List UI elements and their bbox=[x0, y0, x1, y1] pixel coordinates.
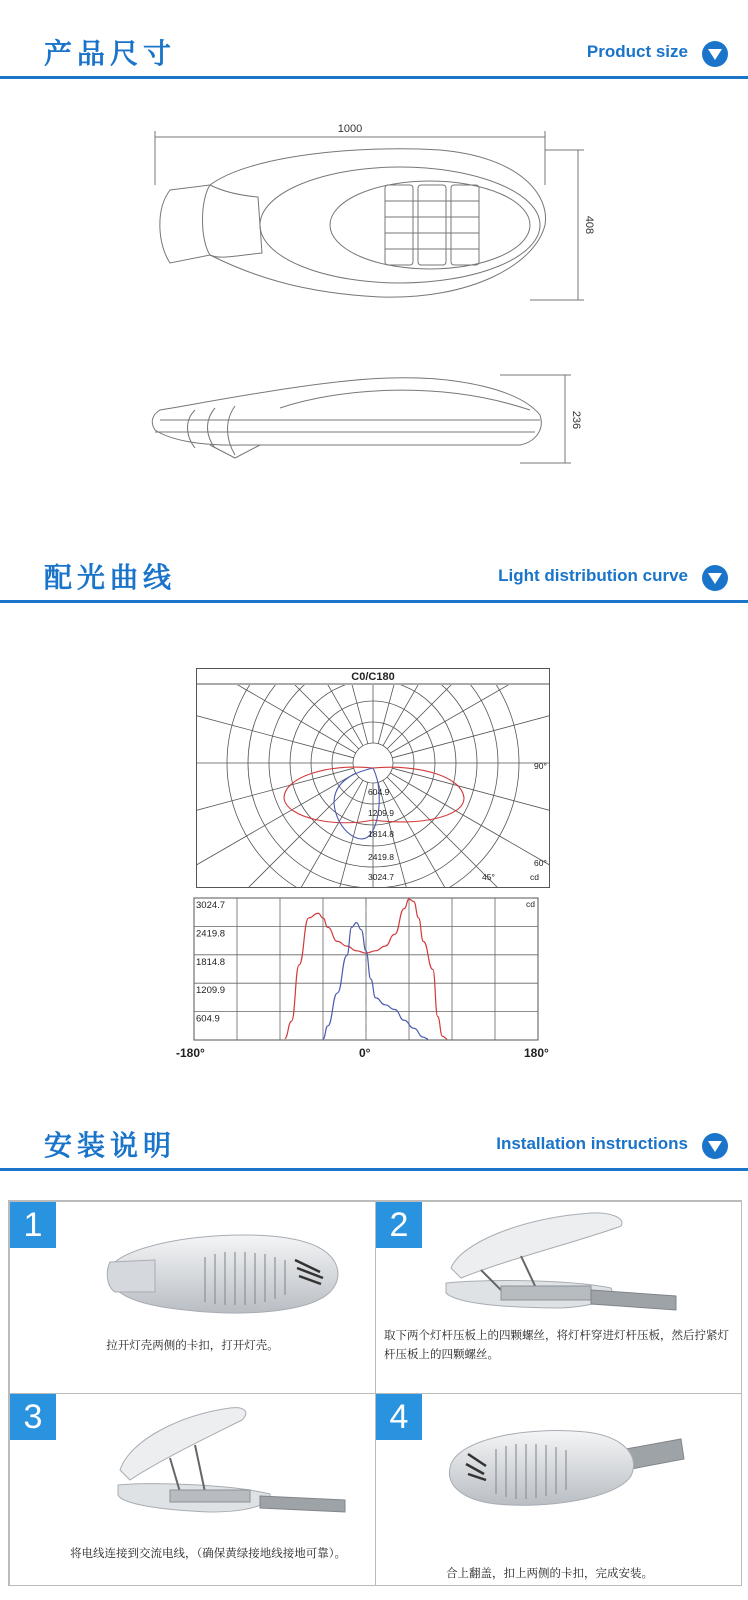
unit-label: cd bbox=[526, 899, 535, 909]
step-caption: 将电线连接到交流电线，（确保黄绿接地线接地可靠）。 bbox=[70, 1546, 346, 1560]
chevron-down-icon bbox=[702, 565, 728, 591]
y-tick-label: 1209.9 bbox=[196, 985, 226, 997]
unit-label: cd bbox=[530, 872, 539, 882]
ring-label: 604.9 bbox=[368, 787, 390, 797]
cartesian-curve-chart bbox=[170, 896, 570, 1076]
installation-steps bbox=[8, 1200, 742, 1586]
lamp-open-pole-image bbox=[441, 1208, 681, 1318]
lamp-closed-image bbox=[105, 1222, 345, 1322]
polar-title: C0/C180 bbox=[351, 671, 395, 683]
lamp-wiring-image bbox=[110, 1400, 350, 1520]
step-number-badge: 2 bbox=[376, 1202, 422, 1248]
angle-45-label: 45° bbox=[482, 872, 495, 882]
section-divider bbox=[0, 1168, 748, 1171]
chevron-down-icon bbox=[702, 41, 728, 67]
dim-length-label: 1000 bbox=[337, 123, 363, 135]
ring-label: 1814.8 bbox=[368, 829, 394, 839]
dim-width-label: 408 bbox=[583, 215, 595, 235]
product-size-header bbox=[0, 32, 748, 76]
step-number-badge: 1 bbox=[10, 1202, 56, 1248]
dim-height-label: 236 bbox=[570, 410, 582, 430]
section-title-cn: 配光曲线 bbox=[44, 561, 177, 594]
x-tick-label: 0° bbox=[359, 1046, 371, 1060]
y-tick-label: 2419.8 bbox=[196, 928, 226, 940]
section-title-cn: 产品尺寸 bbox=[44, 37, 177, 70]
step-caption: 拉开灯壳两侧的卡扣，打开灯壳。 bbox=[106, 1338, 279, 1352]
angle-60-label: 60° bbox=[534, 858, 547, 868]
section-title-en: Installation instructions bbox=[496, 1134, 688, 1153]
side-view-drawing bbox=[140, 370, 600, 470]
install-step bbox=[9, 1201, 376, 1394]
chevron-down-icon bbox=[702, 1133, 728, 1159]
step-caption: 取下两个灯杆压板上的四颗螺丝，将灯杆穿进灯杆压板，然后拧紧灯杆压板上的四颗螺丝。 bbox=[384, 1328, 729, 1361]
lamp-installed-image bbox=[436, 1414, 686, 1524]
ring-label: 1209.9 bbox=[368, 808, 394, 818]
y-tick-label: 604.9 bbox=[196, 1013, 220, 1025]
section-title-cn: 安装说明 bbox=[44, 1129, 177, 1162]
install-step bbox=[9, 1393, 376, 1586]
top-view-drawing bbox=[140, 115, 600, 315]
section-divider bbox=[0, 600, 748, 603]
installation-header bbox=[0, 1124, 748, 1168]
light-distribution-header bbox=[0, 556, 748, 600]
install-step bbox=[375, 1393, 742, 1586]
step-number-badge: 4 bbox=[376, 1394, 422, 1440]
step-number-badge: 3 bbox=[10, 1394, 56, 1440]
y-tick-label: 1814.8 bbox=[196, 956, 226, 968]
x-tick-label: 180° bbox=[524, 1046, 549, 1060]
step-caption: 合上翻盖，扣上两侧的卡扣，完成安装。 bbox=[446, 1566, 653, 1580]
install-step bbox=[375, 1201, 742, 1394]
polar-curve-chart bbox=[196, 668, 550, 888]
section-title-en: Product size bbox=[586, 42, 688, 61]
ring-label: 3024.7 bbox=[368, 872, 394, 882]
angle-90-label: 90° bbox=[534, 761, 547, 771]
section-divider bbox=[0, 76, 748, 79]
x-tick-label: -180° bbox=[176, 1046, 205, 1060]
ring-label: 2419.8 bbox=[368, 852, 394, 862]
section-title-en: Light distribution curve bbox=[498, 566, 688, 585]
y-tick-label: 3024.7 bbox=[196, 900, 226, 911]
